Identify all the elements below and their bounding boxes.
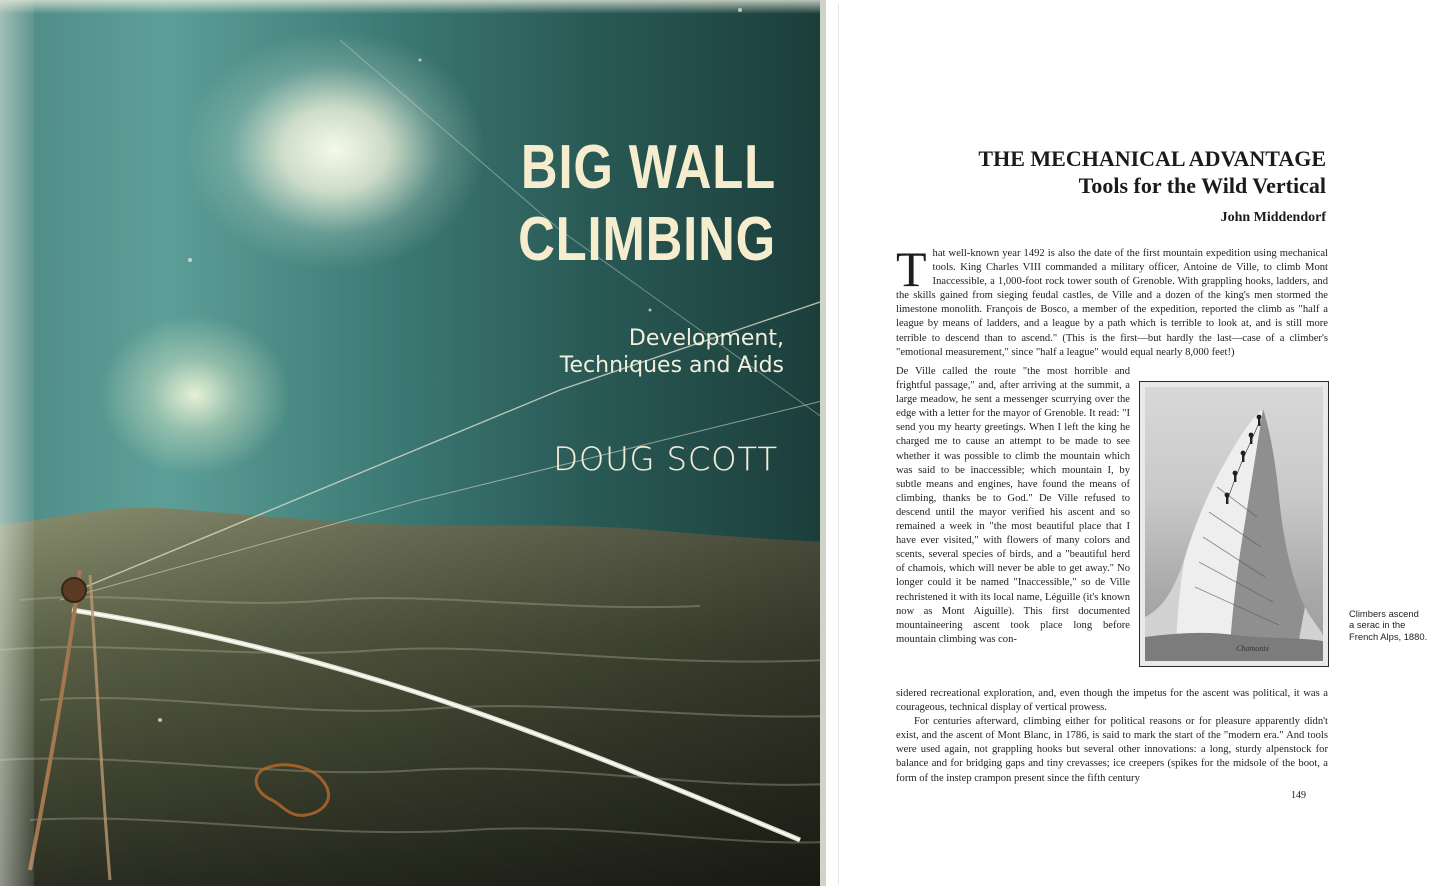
photo-caption-line-2: a serac in the xyxy=(1349,619,1406,631)
cover-top-edge xyxy=(0,0,826,14)
article-page xyxy=(838,4,1456,884)
drop-cap: T xyxy=(896,241,927,297)
cover-title-line-1: BIG WALL xyxy=(520,133,776,202)
cover-spine-edge xyxy=(0,0,34,886)
article-author: John Middendorf xyxy=(1220,210,1326,225)
photo-caption xyxy=(1349,608,1449,642)
article-intro-paragraph xyxy=(896,241,1328,360)
serac-illustration xyxy=(1145,387,1323,661)
cover-subtitle-line-1: Development, xyxy=(628,326,784,351)
photo-caption-line-1: Climbers ascend xyxy=(1349,608,1419,619)
article-title xyxy=(846,146,1326,200)
serac-photo xyxy=(1139,381,1329,667)
cover-title-line-2: CLIMBING xyxy=(518,204,776,274)
page-number: 149 xyxy=(1291,790,1306,801)
photo-image xyxy=(1145,387,1323,661)
cover-subtitle xyxy=(364,326,784,380)
article-column-text: De Ville called the route "the most horrible and frightful passage," and, after arriving at the summit, a large meadow, he sent a messenger scurrying over the edge with a letter for the mayor of Grenoble. It read: "I send you my hearty greetings. When I left the king he charged me to cause an attempt to be made to see whether it was possible to climb the mountain which was said to be inaccessible; which mountain I, by subtle means and engines, have found the means of climbing, thanks be to God." De Ville refused to descend until the mayor verified his ascent and so remained a week in "the most beautiful place that I have ever visited," with flowers of many colors and scents, several species of birds, and a "beautiful herd of chamois, which will never be able to get away." No longer could it be named "Inaccessible," so de Ville rechristened it with its local name, Léguille (it's known now as Mont Aiguille). This first documented mountaineering ascent took place long before mountain climbing was con- xyxy=(896,366,1130,645)
page-gutter xyxy=(826,0,838,886)
article-bottom-text xyxy=(896,687,1328,786)
article-paragraph-2: For centuries afterward, climbing either for political reasons or for pleasure apparently didn't exist, and the ascent of Mont Blanc, in 1786, is said to mark the start of the "modern era." And tools were used again, not grappling hooks but several other innovations: a long, sturdy alpenstock for balance and for bridging gaps and tiny crevasses; ice creepers (spikes for the midsole of the boot, a form of the instep crampon present since the fifth century xyxy=(896,716,1328,784)
cover-subtitle-line-2: Techniques and Aids xyxy=(559,352,784,378)
article-paragraph-continuation: sidered recreational exploration, and, even though the impetus for the ascent was political, it was a courageous, technical display of vertical prowess. xyxy=(896,688,1328,714)
article-subtitle: Tools for the Wild Vertical xyxy=(1078,172,1326,198)
article-title-line-1: THE MECHANICAL ADVANTAGE xyxy=(978,146,1326,171)
cover-author: DOUG SCOTT xyxy=(553,440,778,478)
photo-location-label: Chamonix xyxy=(1236,644,1269,653)
cover-title xyxy=(432,132,776,276)
photo-caption-line-3: French Alps, 1880. xyxy=(1349,630,1428,642)
intro-text: hat well-known year 1492 is also the date of the first mountain expedition using mechanical tools. King Charles VIII commanded a military officer, Antoine de Ville, to climb Mont Inaccessible, a 1,000-foot rock tower south of Grenoble. With grappling hooks, ladders, and the skills gained from sieging feudal castles, de Ville and a dozen of the king's men stormed the limestone monolith. François de Bosco, a member of the expedition, reported the climb as "half a league by means of ladders, and a league by a path which is terrible to look at, and is still more terrible to descend than to ascend." (This is the first—but hardly the last—case of a climber's "emotional measurement," since "half a league" would equal nearly 8,000 feet!) xyxy=(896,248,1328,358)
